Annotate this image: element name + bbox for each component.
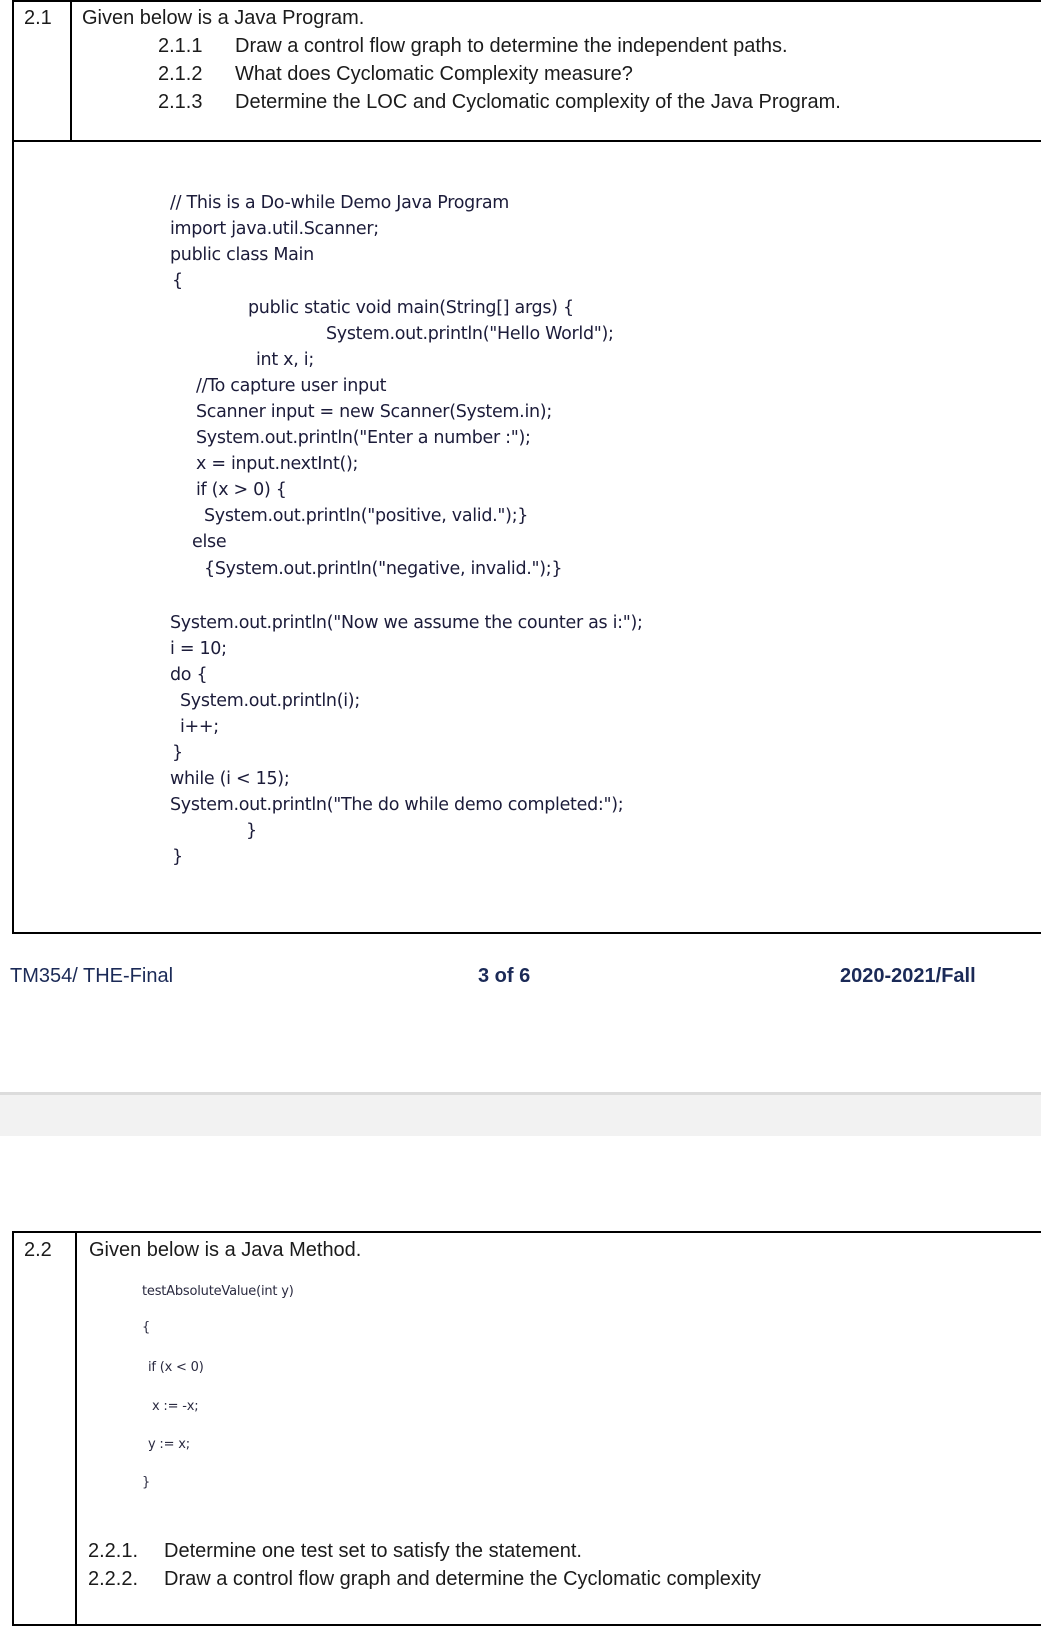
code-line: testAbsoluteValue(int y) [142, 1284, 294, 1299]
subitem-text: Draw a control flow graph and determine the Cyclomatic complexity [164, 1568, 761, 1590]
page-separator-shadow [0, 1092, 1041, 1095]
code-line: System.out.println("Now we assume the counter as i:"); [170, 613, 643, 633]
code-line: i = 10; [170, 639, 227, 659]
code-line: //To capture user input [196, 376, 387, 396]
page-separator [0, 1094, 1041, 1136]
subitem-text: Determine one test set to satisfy the statement. [164, 1540, 582, 1562]
term: 2020-2021/Fall [840, 965, 976, 987]
page-number: 3 of 6 [478, 965, 531, 987]
subitem-text: Determine the LOC and Cyclomatic complexity of the Java Program. [235, 91, 841, 113]
code-line: y := x; [148, 1437, 190, 1452]
code-line: } [142, 1475, 151, 1490]
subitem-number: 2.1.3 [158, 91, 203, 113]
question-heading: Given below is a Java Program. [82, 7, 365, 29]
code-line: do { [170, 665, 208, 685]
code-line: System.out.println("positive, valid.");} [204, 506, 529, 526]
subitem-text: Draw a control flow graph to determine the independent paths. [235, 35, 788, 57]
code-line: i++; [180, 717, 219, 737]
code-line: {System.out.println("negative, invalid.");} [204, 559, 563, 579]
subitem-number: 2.1.2 [158, 63, 203, 85]
code-line: { [142, 1320, 151, 1335]
code-line: System.out.println("The do while demo completed:"); [170, 795, 624, 815]
code-line: System.out.println(i); [180, 691, 360, 711]
code-line: else [192, 532, 227, 552]
code-line: // This is a Do-while Demo Java Program [170, 193, 510, 213]
question-number: 2.1 [24, 7, 52, 29]
question-heading: Given below is a Java Method. [89, 1239, 362, 1261]
code-line: System.out.println("Enter a number :"); [196, 428, 531, 448]
subitem-text: What does Cyclomatic Complexity measure? [235, 63, 633, 85]
subitem-number: 2.2.2. [88, 1568, 139, 1590]
code-line: if (x < 0) [148, 1360, 204, 1375]
code-line: public class Main [170, 245, 314, 265]
code-line: if (x > 0) { [196, 480, 287, 500]
subitem-number: 2.1.1 [158, 35, 203, 57]
code-line: System.out.println("Hello World"); [326, 324, 614, 344]
code-line: { [172, 271, 183, 291]
subitem-number: 2.2.1. [88, 1540, 139, 1562]
code-line: } [246, 821, 257, 841]
code-line: public static void main(String[] args) { [248, 298, 574, 318]
code-line: while (i < 15); [170, 769, 290, 789]
code-line: x := -x; [152, 1399, 199, 1414]
code-line: x = input.nextInt(); [196, 454, 359, 474]
code-line: } [172, 743, 183, 763]
course-code: TM354/ THE-Final [10, 965, 174, 987]
code-line: Scanner input = new Scanner(System.in); [196, 402, 552, 422]
code-line: import java.util.Scanner; [170, 219, 379, 239]
code-line: int x, i; [256, 350, 314, 370]
code-line: } [172, 847, 183, 867]
question-number: 2.2 [24, 1239, 52, 1261]
